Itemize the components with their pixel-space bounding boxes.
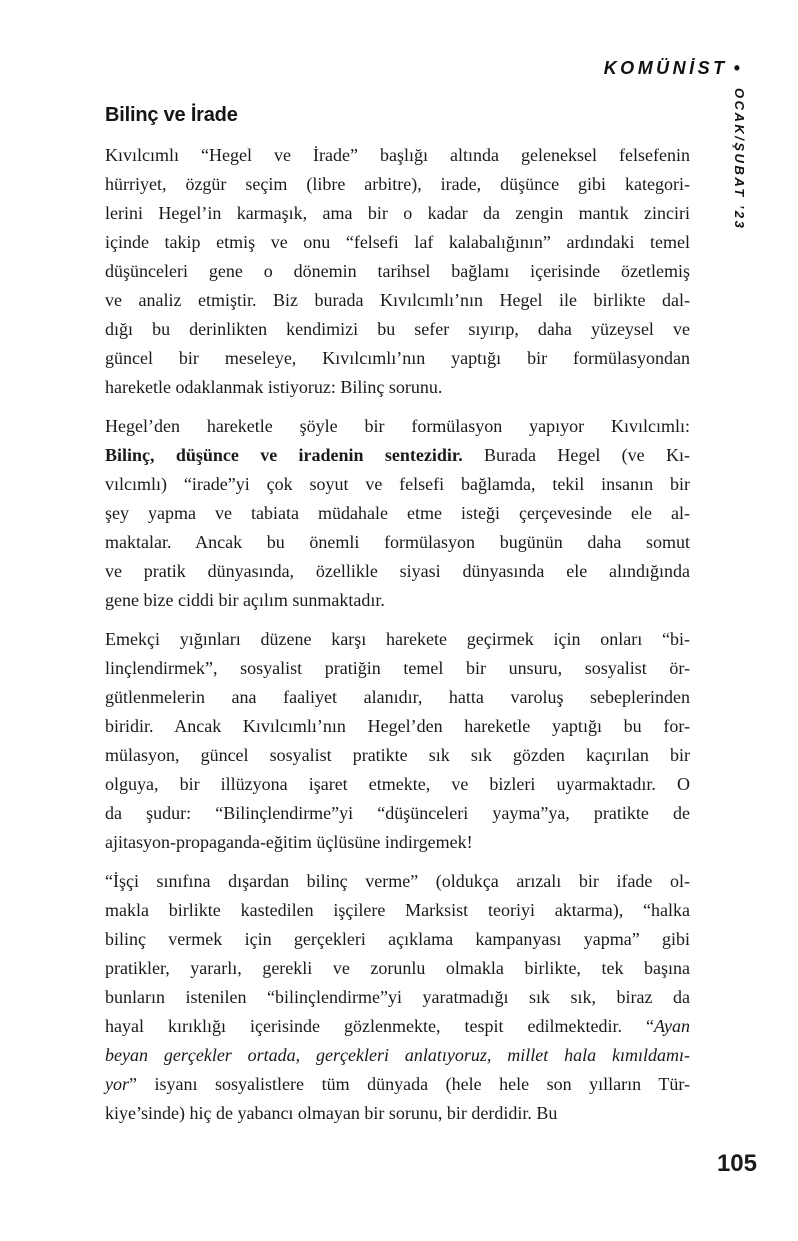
- text-segment: biridir. Ancak Kıvılcımlı’nın Hegel’den hareketle yaptığı bu for-: [105, 716, 690, 736]
- text-line: [105, 867, 690, 896]
- text-segment: Burada Hegel (ve Kı-: [462, 445, 690, 465]
- text-line: [105, 228, 690, 257]
- text-segment: ajitasyon-propaganda-eğitim üçlüsüne indirgemek!: [105, 832, 473, 852]
- text-line: [105, 1041, 690, 1070]
- text-segment: mülasyon, güncel sosyalist pratikte sık sık gözden kaçırılan bir: [105, 745, 690, 765]
- text-line: [105, 1070, 690, 1099]
- text-line: [105, 199, 690, 228]
- text-line: [105, 925, 690, 954]
- text-line: [105, 683, 690, 712]
- text-segment: dığı bu derinlikten kendimizi bu sefer sıyırıp, daha yüzeysel ve: [105, 319, 690, 339]
- text-segment: makla birlikte kastedilen işçilere Marksist teoriyi aktarma), “halka: [105, 900, 690, 920]
- text-line: [105, 170, 690, 199]
- text-line: [105, 499, 690, 528]
- text-line: [105, 344, 690, 373]
- text-segment: linçlendirmek”, sosyalist pratiğin temel bir unsuru, sosyalist ör-: [105, 658, 690, 678]
- text-line: [105, 954, 690, 983]
- text-segment: Kıvılcımlı “Hegel ve İrade” başlığı altında geleneksel felsefenin: [105, 145, 690, 165]
- text-segment: bilinç vermek için gerçekleri açıklama kampanyası yapma” gibi: [105, 929, 690, 949]
- text-line: [105, 983, 690, 1012]
- bullet-icon: •: [733, 58, 740, 78]
- paragraph: [105, 141, 690, 402]
- text-segment: hürriyet, özgür seçim (libre arbitre), irade, düşünce gibi kategori-: [105, 174, 690, 194]
- text-line: [105, 799, 690, 828]
- text-segment: vılcımlı) “irade”yi çok soyut ve felsefi bağlamda, tekil insanın bir: [105, 474, 690, 494]
- text-line: [105, 470, 690, 499]
- text-line: [105, 528, 690, 557]
- text-segment: ve analiz etmiştir. Biz burada Kıvılcımlı’nın Hegel ile birlikte dal-: [105, 290, 690, 310]
- text-segment: hareketle odaklanmak istiyoruz: Bilinç sorunu.: [105, 377, 443, 397]
- text-line: [105, 257, 690, 286]
- text-line: [105, 625, 690, 654]
- section-heading: Bilinç ve İrade: [105, 104, 238, 126]
- paragraph: [105, 867, 690, 1128]
- text-segment: olguya, bir illüzyona işaret etmekte, ve bizleri uyarmaktadır. O: [105, 774, 690, 794]
- magazine-masthead: [604, 58, 740, 79]
- text-segment: düşünceleri gene o dönemin tarihsel bağlamı içerisinde özetlemiş: [105, 261, 690, 281]
- text-segment: güncel bir meseleye, Kıvılcımlı’nın yaptığı bir formülasyondan: [105, 348, 690, 368]
- text-segment: Ayan: [654, 1016, 690, 1036]
- text-segment: Emekçi yığınları düzene karşı harekete geçirmek için onları “bi-: [105, 629, 690, 649]
- text-line: [105, 286, 690, 315]
- text-line: [105, 315, 690, 344]
- text-line: [105, 770, 690, 799]
- edition-date-vertical: OCAK/ŞUBAT ’23: [732, 88, 747, 231]
- text-segment: gütlenmelerin ana faaliyet alanıdır, hatta varoluş sebeplerinden: [105, 687, 690, 707]
- text-line: [105, 1099, 690, 1128]
- paragraph: [105, 412, 690, 615]
- text-segment: Hegel’den hareketle şöyle bir formülasyon yapıyor Kıvılcımlı:: [105, 416, 690, 436]
- text-segment: ve pratik dünyasında, özellikle siyasi dünyasında ele alındığında: [105, 561, 690, 581]
- text-line: [105, 741, 690, 770]
- text-segment: “İşçi sınıfına dışardan bilinç verme” (oldukça arızalı bir ifade ol-: [105, 871, 690, 891]
- text-line: [105, 654, 690, 683]
- text-line: [105, 557, 690, 586]
- text-segment: beyan gerçekler ortada, gerçekleri anlatıyoruz, millet hala kımıldamı-: [105, 1045, 690, 1065]
- magazine-title: KOMÜNİST: [603, 58, 728, 78]
- text-segment: da şudur: “Bilinçlendirme”yi “düşünceleri yayma”ya, pratikte de: [105, 803, 690, 823]
- text-segment: lerini Hegel’in karmaşık, ama bir o kadar da zengin mantık zinciri: [105, 203, 690, 223]
- text-segment: şey yapma ve tabiata müdahale etme isteği çerçevesinde ele al-: [105, 503, 690, 523]
- text-line: [105, 896, 690, 925]
- text-segment: gene bize ciddi bir açılım sunmaktadır.: [105, 590, 385, 610]
- text-line: [105, 373, 690, 402]
- text-segment: pratikler, yararlı, gerekli ve zorunlu olmakla birlikte, tek başına: [105, 958, 690, 978]
- article-body: [105, 141, 690, 1138]
- text-segment: kiye’sinde) hiç de yabancı olmayan bir sorunu, bir derdidir. Bu: [105, 1103, 558, 1123]
- text-line: [105, 712, 690, 741]
- text-segment: bunların istenilen “bilinçlendirme”yi yaratmadığı sık sık, biraz da: [105, 987, 690, 1007]
- text-line: [105, 412, 690, 441]
- text-segment: yor: [105, 1074, 129, 1094]
- text-segment: hayal kırıklığı içerisinde gözlenmekte, tespit edilmektedir. “: [105, 1016, 654, 1036]
- text-line: [105, 1012, 690, 1041]
- text-segment: Bilinç, düşünce ve iradenin sentezidir.: [105, 445, 463, 465]
- text-segment: içinde takip etmiş ve onu “felsefi laf kalabalığının” ardındaki temel: [105, 232, 690, 252]
- text-line: [105, 828, 690, 857]
- text-line: [105, 586, 690, 615]
- page-number: 105: [716, 1150, 757, 1177]
- text-line: [105, 441, 690, 470]
- text-segment: ” isyanı sosyalistlere tüm dünyada (hele hele son yılların Tür-: [129, 1074, 690, 1094]
- text-line: [105, 141, 690, 170]
- text-segment: maktalar. Ancak bu önemli formülasyon bugünün daha somut: [105, 532, 690, 552]
- paragraph: [105, 625, 690, 857]
